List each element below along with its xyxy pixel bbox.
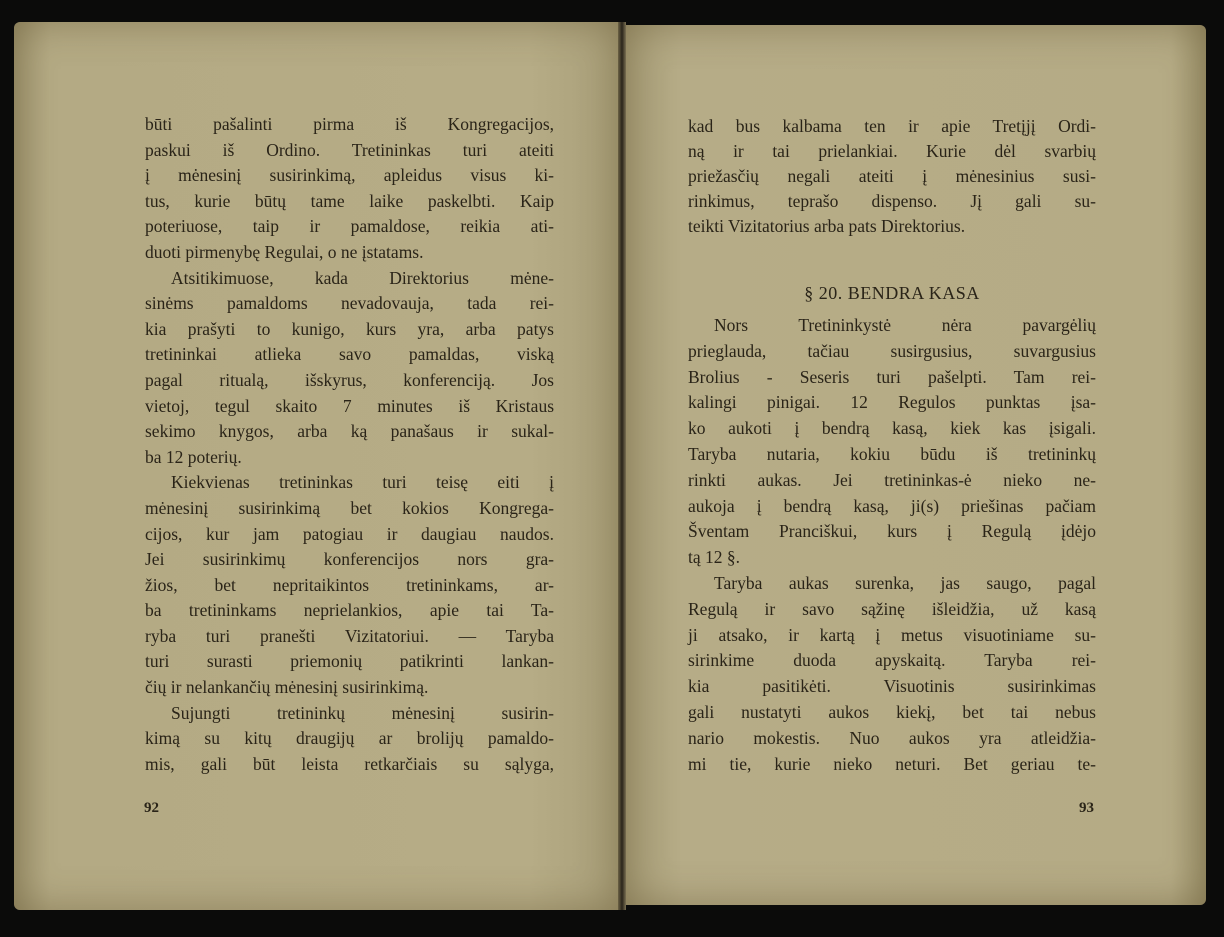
left-page [14,22,620,910]
text-line: mėnesinį susirinkimą bet kokios Kongrega- [145,497,554,518]
text-line: mi tie, kurie nieko neturi. Bet geriau te- [688,753,1096,774]
text-line: į mėnesinį susirinkimą, apleidus visus ki- [145,165,554,186]
text-line: kalingi pinigai. 12 Regulos punktas įsa- [688,392,1096,413]
text-line: vietoj, tegul skaito 7 minutes iš Kristaus [145,395,554,416]
text-line: Kiekvienas tretininkas turi teisę eiti į [171,472,554,493]
text-line: Šventam Pranciškui, kurs į Regulą įdėjo [688,521,1096,542]
text-line: žios, bet nepritaikintos tretininkams, ar- [145,574,554,595]
text-line: būti pašalinti pirma iš Kongregacijos, [145,114,554,134]
section-heading: § 20. BENDRA KASA [804,283,980,303]
text-line: kia prašyti to kunigo, kurs yra, arba patys [145,318,554,339]
text-line: ba tretininkams neprielankios, apie tai Ta- [145,600,554,621]
text-line: teikti Vizitatorius arba pats Direktorius. [688,216,966,236]
text-line: Nors Tretininkystė nėra pavargėlių [714,315,1096,335]
text-line: aukoja į bendrą kasą, ji(s) priešinas pačiam [688,495,1096,516]
text-line: nario mokestis. Nuo aukos yra atleidžia- [688,727,1096,748]
text-line: kad bus kalbama ten ir apie Tretįjį Ordi- [688,116,1096,136]
paragraph-continued [688,114,1096,239]
text-line: turi surasti priemonių patikrinti lankan- [145,651,554,672]
text-line: ko aukoti į bendrą kasą, kiek kas įsigali. [688,418,1096,439]
text-line: Atsitikimuose, kada Direktorius mėne- [171,267,554,288]
text-line: Jei susirinkimų konferencijos nors gra- [145,549,554,570]
text-line: tretininkai atlieka savo pamaldas, viską [145,344,554,365]
left-page-body [145,112,554,777]
text-line: rinkti aukas. Jei tretininkas-ė nieko ne- [688,469,1096,490]
section-body [688,313,1096,777]
text-line: Brolius - Seseris turi pašelpti. Tam rei- [688,366,1096,387]
text-line: Taryba aukas surenka, jas saugo, pagal [714,572,1096,593]
text-line: sirinkime duoda apyskaitą. Taryba rei- [688,650,1096,671]
text-line: kimą su kitų draugijų ar brolijų pamaldo- [145,728,554,749]
text-line: poteriuose, taip ir pamaldose, reikia ati- [145,216,554,237]
text-line: Sujungti tretininkų mėnesinį susirin- [171,702,554,723]
text-line: tus, kurie būtų tame laike paskelbti. Kaip [145,190,554,211]
text-line: prieglauda, tačiau susirgusius, suvargusius [688,340,1096,361]
text-line: sinėms pamaldoms nevadovauja, tada rei- [145,293,554,314]
text-line: pagal ritualą, išskyrus, konferenciją. Jos [145,369,554,390]
text-line: ną ir tai prielankiai. Kurie dėl svarbių [688,141,1096,161]
text-line: cijos, kur jam patogiau ir daugiau naudos. [145,523,554,544]
text-line: tą 12 §. [688,547,741,568]
page-number: 93 [1079,800,1094,816]
text-line: Taryba nutaria, kokiu būdu iš tretininkų [688,443,1096,464]
text-line: sekimo knygos, arba ką panašaus ir sukal- [145,421,554,442]
text-line: ryba turi pranešti Vizitatoriui. — Taryba [145,625,554,646]
text-line: Regulą ir savo sąžinę išleidžia, už kasą [688,598,1096,619]
text-line: mis, gali būt leista retkarčiais su sąlyga, [145,753,554,774]
text-line: gali nustatyti aukos kiekį, bet tai nebus [688,701,1096,722]
text-line: priežasčių negali ateiti į mėnesinius susi- [688,166,1096,186]
text-line: kia pasitikėti. Visuotinis susirinkimas [688,676,1096,697]
text-line: čių ir nelankančių mėnesinį susirinkimą. [145,677,429,698]
text-line: rinkimus, teprašo dispenso. Jį gali su- [688,191,1096,211]
right-page [624,25,1206,905]
page-number: 92 [144,800,159,816]
book-gutter [618,22,626,910]
text-line: paskui iš Ordino. Tretininkas turi ateiti [145,139,554,160]
text-line: ba 12 poterių. [145,446,242,467]
text-line: duoti pirmenybę Regulai, o ne įstatams. [145,241,424,262]
right-page-body [688,114,1096,777]
text-line: ji atsako, ir kartą į metus visuotiniame su- [688,624,1096,645]
